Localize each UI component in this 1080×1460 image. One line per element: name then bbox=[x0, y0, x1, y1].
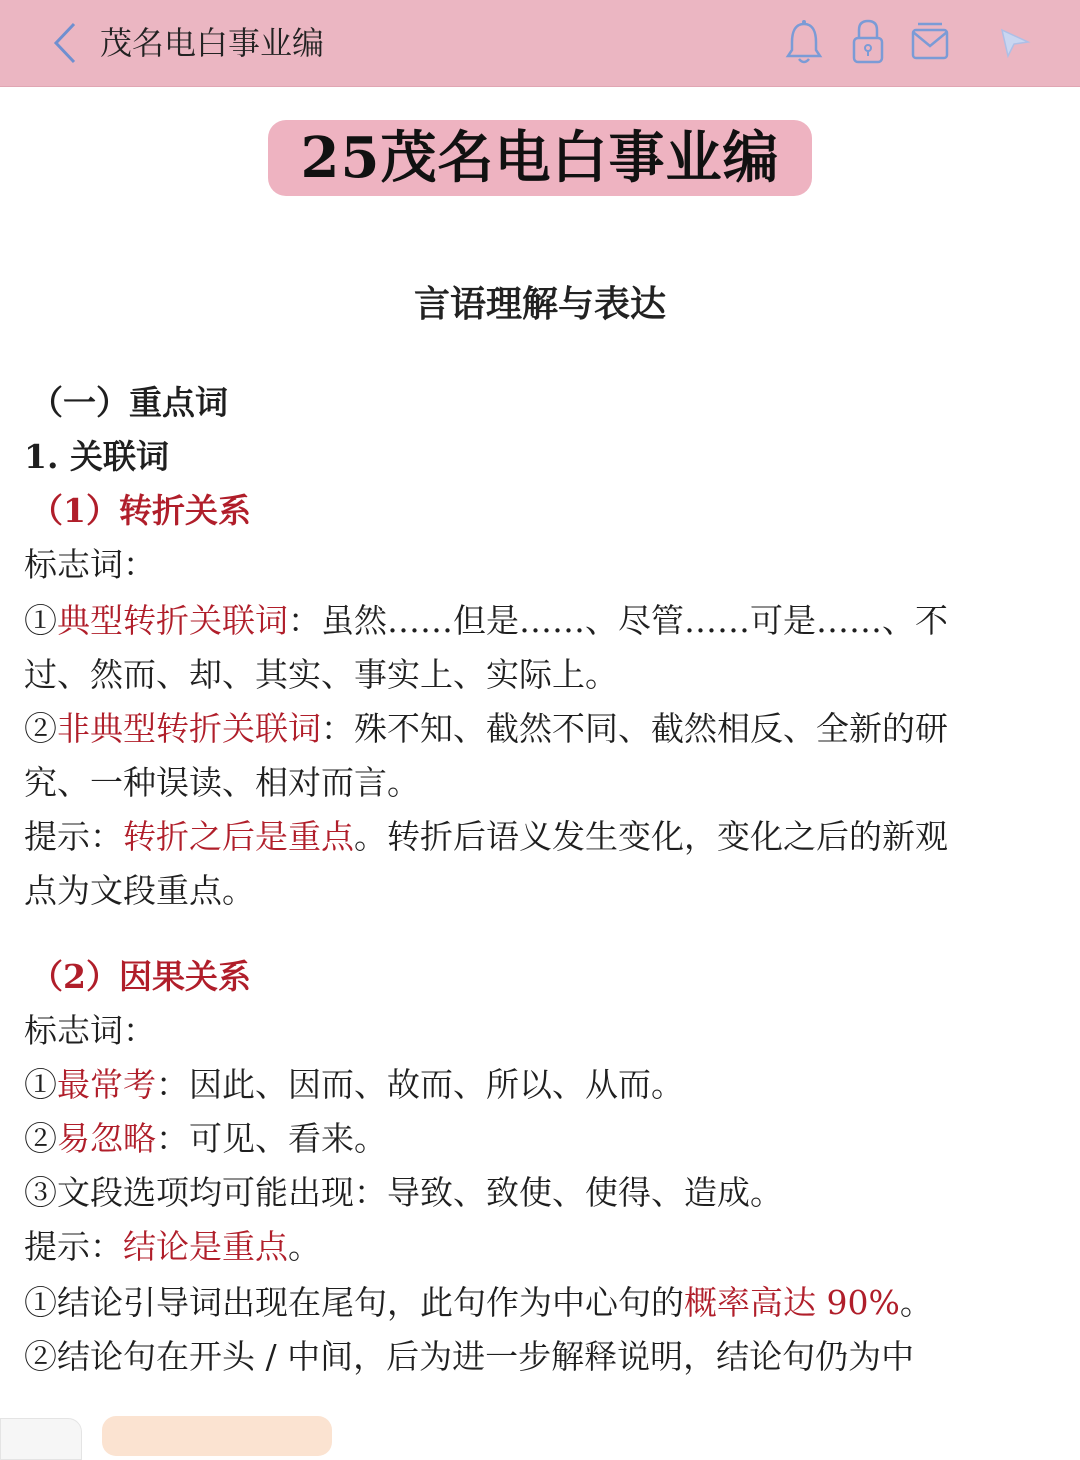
bottom-left-control[interactable] bbox=[0, 1418, 82, 1460]
list-number: ① bbox=[24, 1065, 57, 1104]
bell-icon[interactable] bbox=[782, 16, 826, 68]
paragraph-line bbox=[24, 1112, 1014, 1166]
paragraph-line bbox=[24, 594, 1014, 648]
highlight-text: 概率高达 90% bbox=[684, 1283, 900, 1322]
top-bar bbox=[0, 0, 1080, 87]
paragraph-line bbox=[24, 1058, 1014, 1112]
highlight-text: 典型转折关联词 bbox=[57, 601, 288, 640]
paragraph-line: 点为文段重点。 bbox=[24, 871, 255, 910]
app-title: 茂名电白事业编 bbox=[100, 24, 325, 62]
highlight-text: 易忽略 bbox=[57, 1119, 156, 1158]
tip-label: 提示： bbox=[24, 817, 123, 856]
list-number: ② bbox=[24, 709, 57, 748]
paragraph-line: 过、然而、却、其实、事实上、实际上。 bbox=[24, 655, 618, 694]
highlight-text: 最常考 bbox=[57, 1065, 156, 1104]
paragraph-line: ②结论句在开头 / 中间，后为进一步解释说明，结论句仍为中 bbox=[24, 1337, 915, 1376]
body-text: 。 bbox=[288, 1227, 321, 1266]
document-title-badge: 25茂名电白事业编 bbox=[268, 120, 812, 196]
body-text: ：虽然……但是……、尽管……可是……、不 bbox=[288, 601, 948, 640]
highlight-text: 结论是重点 bbox=[123, 1227, 288, 1266]
marker-label: 标志词： bbox=[24, 545, 156, 584]
body-text: 。 bbox=[899, 1283, 933, 1322]
tip-line bbox=[24, 1220, 1014, 1274]
body-text: 。转折后语义发生变化，变化之后的新观 bbox=[354, 817, 948, 856]
heading-conjunctions: 1. 关联词 bbox=[24, 437, 169, 476]
tip-label: 提示： bbox=[24, 1227, 123, 1266]
back-chevron-icon[interactable] bbox=[44, 18, 84, 68]
body-text: ①结论引导词出现在尾句，此句作为中心句的 bbox=[24, 1283, 684, 1322]
body-text: ：因此、因而、故而、所以、从而。 bbox=[156, 1065, 684, 1104]
marker-label: 标志词： bbox=[24, 1011, 156, 1050]
lock-icon[interactable] bbox=[846, 16, 890, 68]
paragraph-line bbox=[24, 702, 1014, 756]
body-text: ：可见、看来。 bbox=[156, 1119, 387, 1158]
section-heading: 言语理解与表达 bbox=[413, 283, 666, 325]
send-icon[interactable] bbox=[992, 16, 1036, 68]
list-number: ② bbox=[24, 1119, 57, 1158]
paragraph-line: ③文段选项均可能出现：导致、致使、使得、造成。 bbox=[24, 1173, 783, 1212]
heading-key-words: （一）重点词 bbox=[30, 383, 228, 422]
paragraph-line bbox=[24, 1276, 1014, 1330]
paragraph-line: 究、一种误读、相对而言。 bbox=[24, 763, 420, 802]
body-text: ：殊不知、截然不同、截然相反、全新的研 bbox=[321, 709, 948, 748]
highlight-text: 转折之后是重点 bbox=[123, 817, 354, 856]
highlight-text: 非典型转折关联词 bbox=[57, 709, 321, 748]
tip-line bbox=[24, 810, 1014, 864]
bottom-tab[interactable] bbox=[102, 1416, 332, 1456]
list-number: ① bbox=[24, 601, 57, 640]
subheading-causal: （2）因果关系 bbox=[30, 957, 251, 996]
subheading-turning: （1）转折关系 bbox=[30, 491, 251, 530]
inbox-icon[interactable] bbox=[908, 16, 952, 68]
